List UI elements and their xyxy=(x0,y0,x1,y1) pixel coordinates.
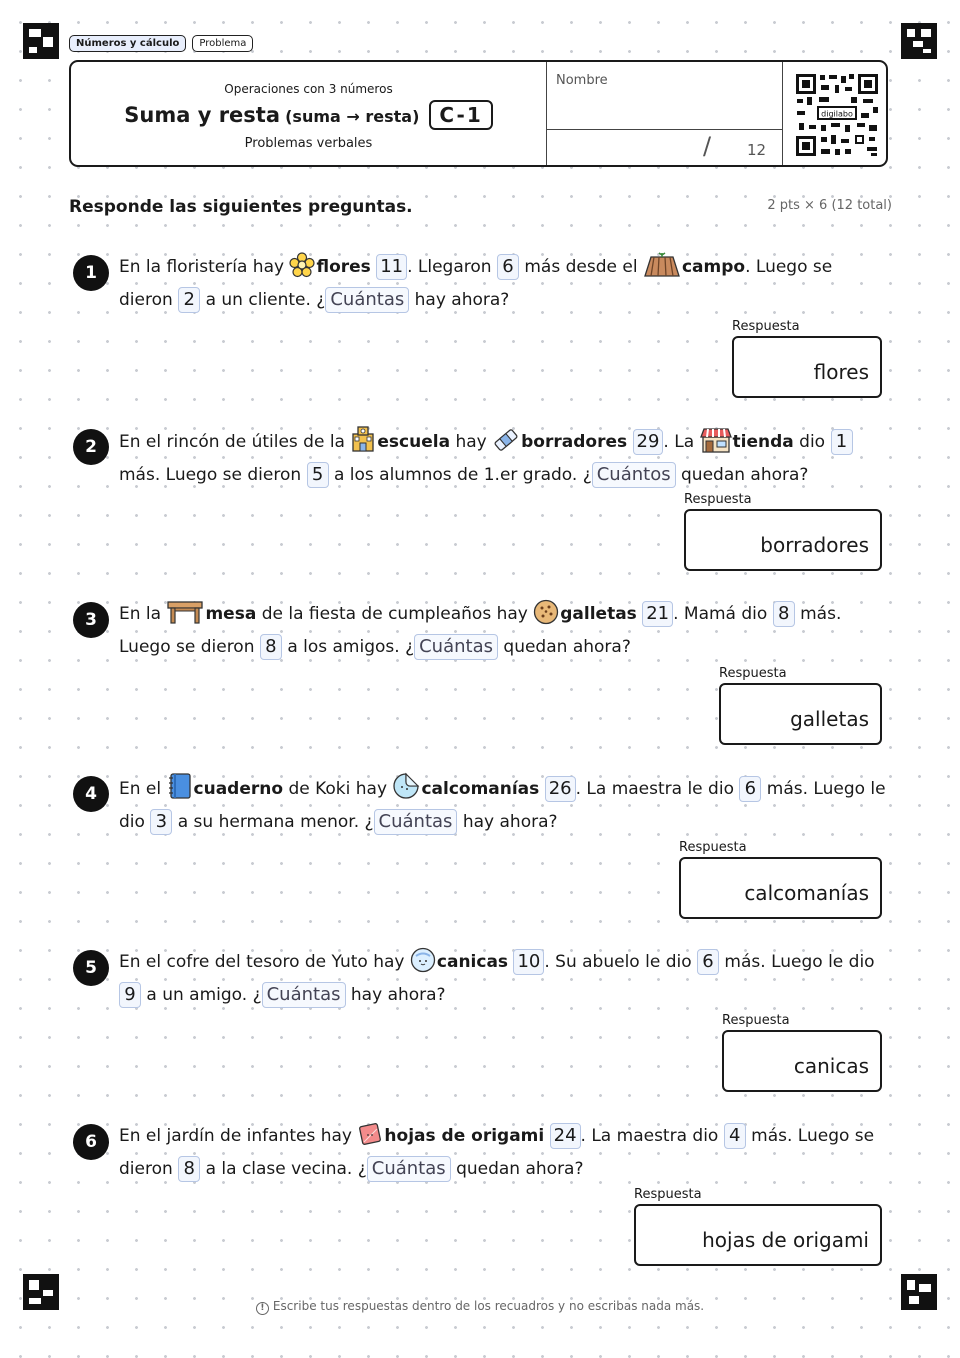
title-sub: (suma → resta) xyxy=(285,107,420,126)
text-part: . La maestra le dio xyxy=(575,779,734,799)
answer-box[interactable] xyxy=(722,1030,882,1092)
text-part: a un amigo. ¿ xyxy=(146,985,262,1005)
header-caption: Problemas verbales xyxy=(244,136,373,151)
question-text xyxy=(119,772,890,839)
number-box: 5 xyxy=(307,462,329,488)
problem-4 xyxy=(73,772,890,922)
name-divider xyxy=(547,129,783,130)
number-box: 21 xyxy=(642,601,673,627)
object-name: borradores xyxy=(521,432,628,452)
instruction: Responde las siguientes preguntas. xyxy=(69,197,413,217)
text-part: hay ahora? xyxy=(350,985,446,1005)
flower-icon xyxy=(289,252,315,278)
number-box: 6 xyxy=(739,776,761,802)
text-part: . Su abuelo le dio xyxy=(544,952,692,972)
answer-box[interactable] xyxy=(732,336,882,398)
marble-icon xyxy=(410,947,436,973)
question-word: Cuántas xyxy=(325,287,409,313)
qr-text: digilabo xyxy=(821,109,853,119)
problem-number: 3 xyxy=(73,602,109,638)
number-box: 8 xyxy=(773,601,795,627)
number-box: 2 xyxy=(178,287,200,313)
question-word: Cuántas xyxy=(374,809,458,835)
problem-2 xyxy=(73,425,890,575)
eraser-icon xyxy=(492,427,520,453)
answer-unit: calcomanías xyxy=(744,881,869,905)
problem-1 xyxy=(73,251,890,401)
page-title xyxy=(124,103,419,127)
qr-code-icon xyxy=(795,73,879,157)
notebook-icon xyxy=(167,772,193,800)
text-part: En la floristería hay xyxy=(119,257,285,277)
text-part: . Mamá dio xyxy=(673,604,768,624)
text-part: En el jardín de infantes hay xyxy=(119,1126,352,1146)
text-part: quedan ahora? xyxy=(503,637,631,657)
text-part: hay xyxy=(455,432,487,452)
footer-text: Escribe tus respuestas dentro de los recuadros y no escribas nada más. xyxy=(272,1299,705,1313)
corner-marker-top-right xyxy=(901,23,937,59)
answer-unit: flores xyxy=(813,360,869,384)
shop-icon xyxy=(700,427,732,453)
answer-unit: hojas de origami xyxy=(702,1228,869,1252)
text-part: a su hermana menor. ¿ xyxy=(177,812,374,832)
text-part: a la clase vecina. ¿ xyxy=(205,1159,367,1179)
table-icon xyxy=(166,599,204,625)
text-part: de la fiesta de cumpleaños hay xyxy=(261,604,528,624)
problem-number: 6 xyxy=(73,1124,109,1160)
number-box: 29 xyxy=(633,429,664,455)
text-part: quedan ahora? xyxy=(456,1159,584,1179)
question-text xyxy=(119,946,890,1012)
text-part: a los alumnos de 1.er grado. ¿ xyxy=(333,465,592,485)
question-word: Cuántas xyxy=(414,634,498,660)
text-part: más. Luego se dieron xyxy=(119,465,302,485)
object-name: escuela xyxy=(377,432,451,452)
text-part: . La maestra dio xyxy=(580,1126,719,1146)
school-icon xyxy=(350,425,376,453)
object-name: calcomanías xyxy=(421,779,540,799)
object-name: canicas xyxy=(436,952,509,972)
question-text xyxy=(119,598,890,664)
question-word: Cuántas xyxy=(367,1156,451,1182)
points-info: 2 pts × 6 (12 total) xyxy=(767,198,892,213)
text-part: a los amigos. ¿ xyxy=(287,637,415,657)
name-field[interactable] xyxy=(546,62,783,165)
answer-unit: canicas xyxy=(793,1054,869,1078)
object-name: galletas xyxy=(560,604,637,624)
problem-3 xyxy=(73,598,890,748)
text-part: a un cliente. ¿ xyxy=(205,290,326,310)
score-slash: / xyxy=(703,132,712,160)
answer-label: Respuesta xyxy=(684,492,752,507)
text-part: En el rincón de útiles de la xyxy=(119,432,345,452)
tag-type: Problema xyxy=(192,35,253,52)
number-box: 11 xyxy=(376,254,407,280)
problem-number: 2 xyxy=(73,429,109,465)
problem-number: 1 xyxy=(73,255,109,291)
text-part: quedan ahora? xyxy=(681,465,809,485)
warning-icon: ! xyxy=(256,1302,269,1315)
sticker-icon xyxy=(392,772,420,800)
problem-number: 4 xyxy=(73,776,109,812)
name-label: Nombre xyxy=(556,73,608,88)
answer-unit: borradores xyxy=(760,533,869,557)
number-box: 9 xyxy=(119,982,141,1008)
text-part: más. Luego le dio xyxy=(724,952,875,972)
number-box: 3 xyxy=(150,809,172,835)
question-word: Cuántas xyxy=(262,982,346,1008)
answer-label: Respuesta xyxy=(634,1187,702,1202)
field-icon xyxy=(643,252,681,278)
number-box: 4 xyxy=(724,1123,746,1149)
tag-row xyxy=(69,35,253,52)
answer-label: Respuesta xyxy=(719,666,787,681)
text-part: más. Luego se dieron xyxy=(119,604,842,657)
header-title-area xyxy=(71,62,546,165)
object-name: tienda xyxy=(732,432,794,452)
worksheet-code: C-1 xyxy=(429,100,492,130)
qr-area xyxy=(782,62,886,165)
question-word: Cuántos xyxy=(592,462,676,488)
question-text xyxy=(119,251,890,317)
answer-label: Respuesta xyxy=(732,319,800,334)
question-text xyxy=(119,1120,890,1186)
number-box: 24 xyxy=(550,1123,581,1149)
worksheet-header xyxy=(69,60,888,167)
text-part: En el cofre del tesoro de Yuto hay xyxy=(119,952,405,972)
answer-box[interactable] xyxy=(684,509,882,571)
header-subtitle: Operaciones con 3 números xyxy=(224,82,393,96)
number-box: 10 xyxy=(513,949,544,975)
object-name: flores xyxy=(316,257,371,277)
answer-box[interactable] xyxy=(719,683,882,745)
number-box: 8 xyxy=(260,634,282,660)
text-part: más. Luego le dio xyxy=(119,779,886,832)
cookie-icon xyxy=(533,599,559,625)
problem-5 xyxy=(73,946,890,1096)
question-text xyxy=(119,425,890,492)
object-name: cuaderno xyxy=(193,779,284,799)
tag-category: Números y cálculo xyxy=(69,35,186,52)
object-name: mesa xyxy=(205,604,257,624)
answer-label: Respuesta xyxy=(722,1013,790,1028)
footer-note xyxy=(0,1299,960,1315)
score-total: 12 xyxy=(747,141,767,159)
number-box: 6 xyxy=(497,254,519,280)
answer-label: Respuesta xyxy=(679,840,747,855)
number-box: 26 xyxy=(545,776,576,802)
number-box: 8 xyxy=(178,1156,200,1182)
answer-box[interactable] xyxy=(679,857,882,919)
problem-number: 5 xyxy=(73,950,109,986)
text-part: En la xyxy=(119,604,162,624)
text-part: hay ahora? xyxy=(414,290,510,310)
answer-box[interactable] xyxy=(634,1204,882,1266)
text-part: . Luego se dieron xyxy=(119,257,833,310)
text-part: . Llegaron xyxy=(407,257,492,277)
answer-unit: galletas xyxy=(790,707,869,731)
corner-marker-top-left xyxy=(23,23,59,59)
text-part: más desde el xyxy=(524,257,638,277)
text-part: . La xyxy=(663,432,695,452)
text-part: En el xyxy=(119,779,162,799)
object-name: campo xyxy=(681,257,746,277)
text-part: dio xyxy=(799,432,826,452)
number-box: 1 xyxy=(831,429,853,455)
origami-icon xyxy=(357,1121,383,1147)
text-part: de Koki hay xyxy=(288,779,388,799)
title-row xyxy=(71,100,546,130)
text-part: hay ahora? xyxy=(462,812,558,832)
text-part: más. Luego se dieron xyxy=(119,1126,875,1179)
number-box: 6 xyxy=(697,949,719,975)
problem-6 xyxy=(73,1120,890,1270)
object-name: hojas de origami xyxy=(384,1126,545,1146)
title-main: Suma y resta xyxy=(124,103,281,127)
